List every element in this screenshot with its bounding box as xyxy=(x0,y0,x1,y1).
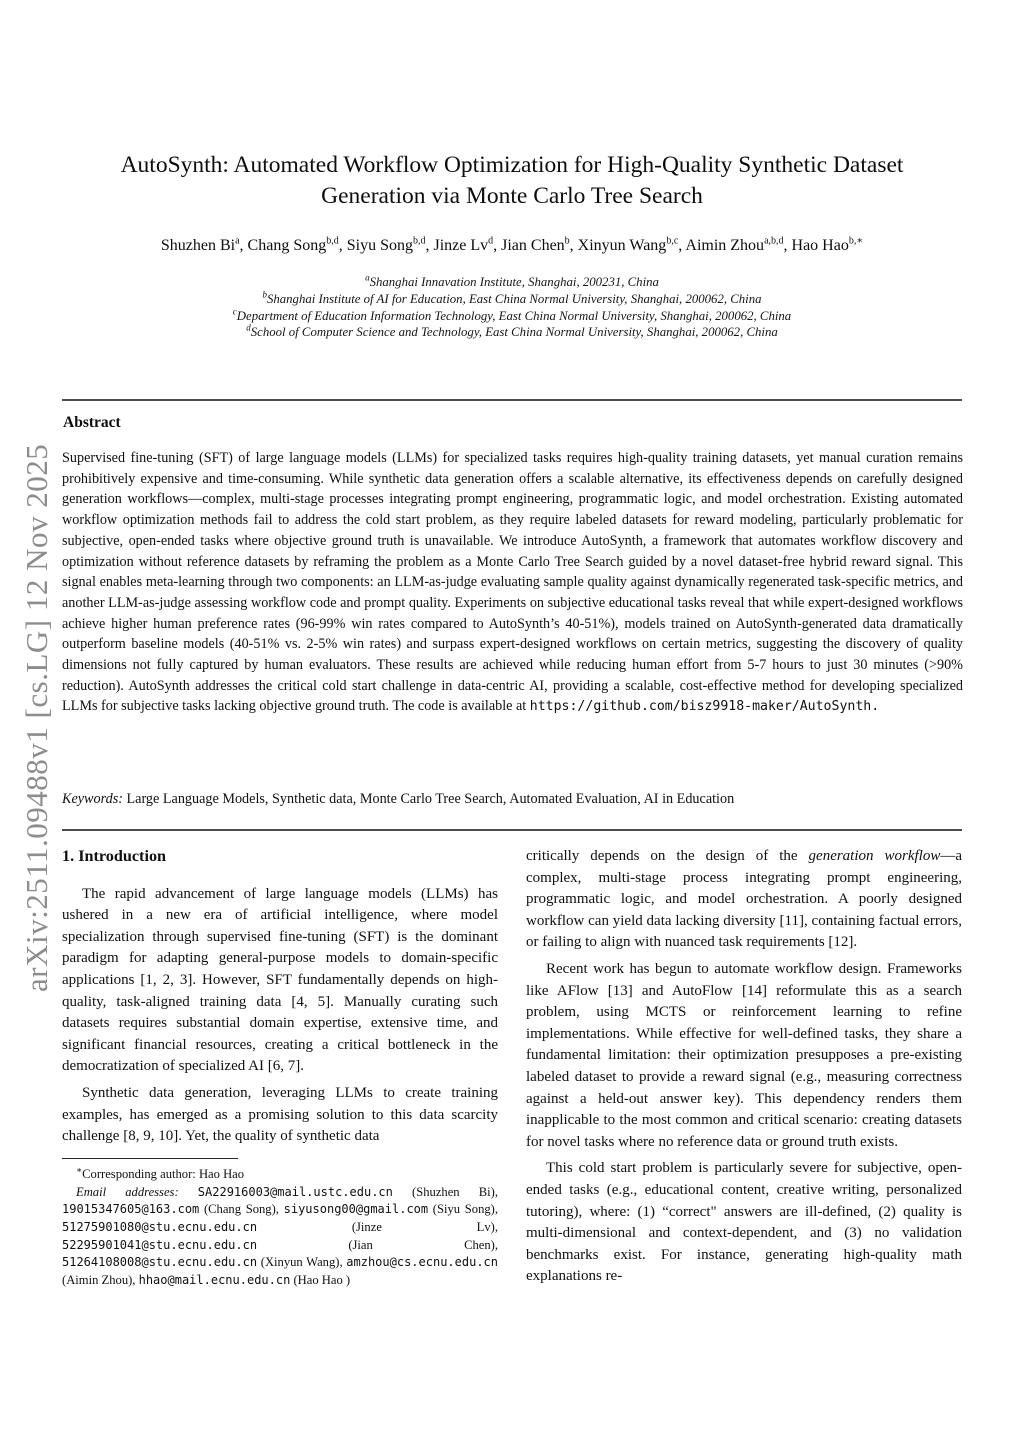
keywords-line xyxy=(62,791,963,808)
author: Shuzhen Bi$^a$, xyxy=(160,235,248,254)
abstract-body xyxy=(62,448,963,718)
section-heading-introduction: 1. Introduction xyxy=(62,847,167,865)
left-column xyxy=(62,846,498,1289)
intro-paragraph-3: Recent work has begun to automate workflow design. Frameworks like AFlow [13] and AutoFlow [14] reformulate this as a search problem, using MCTS or reinforcement learning to refine implementations. While effective for well-defined tasks, they share a fundamental limitation: their optimization presupposes a pre-existing labeled dataset to provide a reward signal (e.g., measuring correctness against a held-out answer key). This dependency renders them inapplicable to the most common and critical scenario: creating datasets for novel tasks where no reference data or ground truth exists. xyxy=(526,960,962,1150)
affiliation: $^d$School of Computer Science and Technology, East China Normal University, Shanghai, 200062, China xyxy=(246,323,778,340)
author: Xinyun Wang$^{b,c}$, xyxy=(577,235,686,254)
code-repository-url: https://github.com/bisz9918-maker/AutoSynth. xyxy=(529,699,880,715)
author: Jian Chen$^b$, xyxy=(501,235,578,254)
intro-paragraph-1: The rapid advancement of large language models (LLMs) has ushered in a new era of artificial intelligence, where model specialization through supervised fine-tuning (SFT) is the dominant paradigm for adapting general-purpose models to domain-specific applications [1, 2, 3]. However, SFT fundamentally depends on high-quality, task-aligned training data [4, 5]. Manually curating such datasets requires substantial domain expertise, extensive time, and significant financial resources, creating a critical bottleneck in the democratization of specialized AI [6, 7]. xyxy=(62,885,498,1075)
affiliation: $^a$Shanghai Innavation Institute, Shanghai, 200231, China xyxy=(365,272,659,289)
footnote-block xyxy=(62,1158,498,1290)
intro-paragraph-2-continued: critically depends on the design of the generation workflow—a complex, multi-stage process integrating prompt engineering, programmatic logic, and model orchestration. A poorly designed workflow can yield data lacking diversity [11], containing factual errors, or failing to align with nuanced task requirements [12]. xyxy=(526,848,962,951)
abstract-heading: Abstract xyxy=(63,414,121,431)
keywords-label: Keywords: xyxy=(62,791,123,807)
generation-workflow-emphasis: generation workflow xyxy=(808,848,941,864)
keywords-bottom-rule xyxy=(62,829,962,831)
affiliation: $^c$Department of Education Information Technology, East China Normal University, Shanghai, 200062, China xyxy=(232,306,792,323)
affiliation: $^b$Shanghai Institute of AI for Education, East China Normal University, Shanghai, 200062, China xyxy=(262,289,762,306)
abstract-text: Supervised fine-tuning (SFT) of large language models (LLMs) for specialized tasks requires high-quality training datasets, yet manual curation remains prohibitively expensive and time-consuming. While synthetic data generation offers a scalable alternative, its effectiveness depends on carefully designed generation workflows—complex, multi-stage processes integrating prompt engineering, programmatic logic, and model orchestration. Existing automated workflow optimization methods fail to address the cold start problem, as they require labeled datasets for reward modeling, particularly problematic for subjective, open-ended tasks where objective ground truth is unavailable. We introduce AutoSynth, a framework that automates workflow discovery and optimization without reference datasets by reframing the problem as a Monte Carlo Tree Search guided by a novel dataset-free hybrid reward signal. This signal enables meta-learning through two components: an LLM-as-judge evaluating sample quality against dynamically regenerated task-specific metrics, and another LLM-as-judge assessing workflow code and prompt quality. Experiments on subjective educational tasks reveal that while expert-designed workflows achieve higher human preference rates (96-99% win rates compared to AutoSynth’s 40-51%), models trained on AutoSynth-generated data dramatically outperform baseline models (40-51% vs. 2-5% win rates) and surpass expert-designed workflows on certain metrics, suggesting the discovery of quality dimensions not fully captured by human evaluators. These results are achieved while reducing human effort from 5-7 hours to just 30 minutes (>90% reduction). AutoSynth addresses the critical cold start challenge in data-centric AI, providing a scalable, cost-effective method for developing specialized LLMs for subjective tasks lacking objective ground truth. The code is available at xyxy=(62,450,963,715)
email-addresses-note: Email addresses: SA22916003@mail.ustc.edu.cn (Shuzhen Bi), 19015347605@163.com (Chang Song), siyusong00@gmail.com (Siyu Song), 51275901080@stu.ecnu.edu.cn (Jinze Lv), 52295901041@stu.ecnu.edu.cn (Jian Chen), 51264108008@stu.ecnu.edu.cn (Xinyun Wang), amzhou@cs.ecnu.edu.cn (Aimin Zhou), hhao@mail.ecnu.edu.cn (Hao Hao ) xyxy=(62,1184,498,1287)
keywords-text: Large Language Models, Synthetic data, Monte Carlo Tree Search, Automated Evaluation, AI in Education xyxy=(122,791,735,807)
affiliation-list xyxy=(62,274,962,341)
arxiv-watermark: arXiv:2511.09488v1 [cs.LG] 12 Nov 2025 xyxy=(19,443,54,993)
author: Chang Song$^{b,d}$, xyxy=(247,235,347,254)
author: Aimin Zhou$^{a,b,d}$, xyxy=(685,235,792,254)
author: Jinze Lv$^d$, xyxy=(433,235,502,254)
corresponding-author-note: ∗Corresponding author: Hao Hao xyxy=(76,1165,245,1182)
footnote-rule xyxy=(62,1158,238,1160)
paper-title: AutoSynth: Automated Workflow Optimization for High-Quality Synthetic Dataset Generation via Monte Carlo Tree Search xyxy=(120,152,904,209)
right-column xyxy=(526,846,962,1293)
author: Siyu Song$^{b,d}$, xyxy=(346,235,434,254)
author-line xyxy=(62,237,962,255)
intro-paragraph-4: This cold start problem is particularly severe for subjective, open-ended tasks (e.g., educational content, creative writing, personalized tutoring), where: (1) “correct" answers are ill-defined, (2) quality is multi-dimensional and context-dependent, and (3) no validation benchmarks exist. For instance, generating high-quality math explanations re- xyxy=(526,1160,962,1285)
intro-paragraph-2: Synthetic data generation, leveraging LLMs to create training examples, has emerged as a promising solution to this data scarcity challenge [8, 9, 10]. Yet, the quality of synthetic data xyxy=(62,1084,498,1145)
abstract-top-rule xyxy=(62,399,962,401)
author: Hao Hao$^{b,∗}$ xyxy=(791,235,864,254)
